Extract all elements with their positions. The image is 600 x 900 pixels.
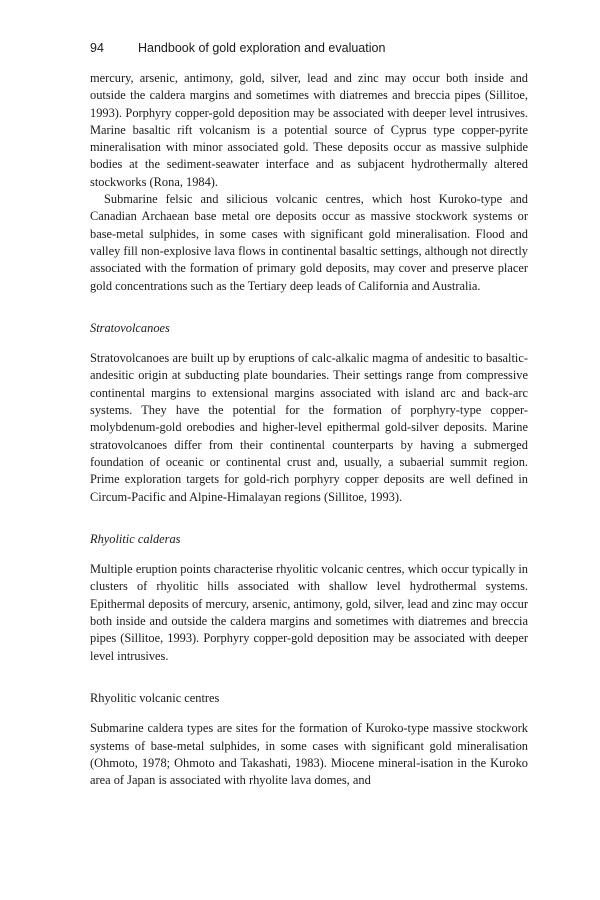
book-page: [90, 40, 528, 789]
paragraph-stratovolcanoes: Stratovolcanoes are built up by eruptions of calc-alkalic magma of andesitic to basaltic-andesitic origin at subducting plate boundaries. Their settings range from compressive continental margins to extensional margins associated with island arc and back-arc systems. They have the potential for the formation of porphyry-type copper-molybdenum-gold orebodies and higher-level epithermal gold-silver deposits. Marine stratovolcanoes differ from their continental counterparts by having a submerged foundation of oceanic or continental crust and, usually, a subaerial summit region. Prime exploration targets for gold-rich porphyry copper deposits are well defined in Circum-Pacific and Alpine-Himalayan regions (Sillitoe, 1993).: [90, 351, 528, 504]
section-heading-stratovolcanoes: Stratovolcanoes: [90, 320, 170, 335]
running-header: [90, 40, 528, 56]
paragraph-rhyolitic-calderas: Multiple eruption points characterise rhyolitic volcanic centres, which occur typically in clusters of rhyolitic hills associated with shallow level hydrothermal systems. Epithermal deposits of mercury, arsenic, antimony, gold, silver, lead and zinc may occur both inside and outside the caldera margins and sometimes with diatremes and breccia pipes (Sillitoe, 1993). Porphyry copper-gold deposition may be associated with deeper level intrusives.: [90, 562, 528, 663]
paragraph-rhyolitic-volcanic-centres: Submarine caldera types are sites for the formation of Kuroko-type massive stockwork systems of base-metal sulphides, in some cases with significant gold mineralisation (Ohmoto, 1978; Ohmoto and Takashati, 1983). Miocene mineral-isation in the Kuroko area of Japan is associated with rhyolite lava domes, and: [90, 721, 528, 788]
section-heading-rhyolitic-calderas: Rhyolitic calderas: [90, 531, 181, 546]
book-title: Handbook of gold exploration and evaluation: [138, 41, 386, 55]
body-text: [90, 70, 528, 789]
paragraph-intro-continued: mercury, arsenic, antimony, gold, silver, lead and zinc may occur both inside and outside the caldera margins and sometimes with diatremes and breccia pipes (Sillitoe, 1993). Porphyry copper-gold deposition may be associated with deeper level intrusives. Marine basaltic rift volcanism is a potential source of Cyprus type copper-pyrite mineralisation with minor associated gold. These deposits occur as massive sulphide bodies at the sediment-seawater interface and as subjacent hydrothermally altered stockworks (Rona, 1984).: [90, 71, 528, 189]
section-heading-rhyolitic-volcanic-centres: Rhyolitic volcanic centres: [90, 690, 220, 705]
paragraph-submarine-felsic: Submarine felsic and silicious volcanic centres, which host Kuroko-type and Canadian Archaean base metal ore deposits occur as massive stockwork systems or base-metal sulphides, in some cases with significant gold mineralisation. Flood and valley fill non-explosive lava flows in continental basaltic settings, although not directly associated with the formation of primary gold deposits, may cover and preserve placer gold concentrations such as the Tertiary deep leads of California and Australia.: [90, 192, 528, 293]
page-number: 94: [90, 41, 104, 55]
